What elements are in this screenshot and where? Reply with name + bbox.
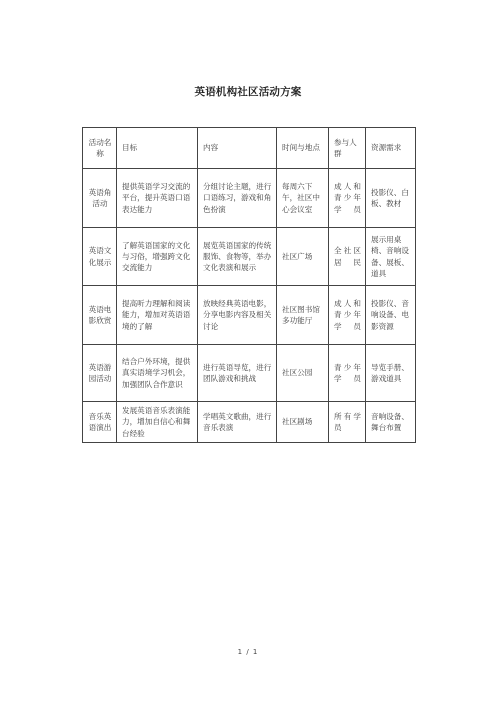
table-row	[83, 169, 416, 228]
table-header-row	[83, 128, 416, 169]
content-cell: 分组讨论主题，进行口语练习，游戏和角色扮演	[198, 169, 277, 228]
resources-cell: 投影仪、白板、教材	[366, 169, 416, 228]
time-place-cell: 社区图书馆多功能厅	[277, 286, 329, 345]
header-resources: 资源需求	[366, 128, 416, 169]
time-place-cell: 每周六下午，社区中心会议室	[277, 169, 329, 228]
header-content: 内容	[198, 128, 277, 169]
resources-cell: 投影仪、音响设备、电影资源	[366, 286, 416, 345]
time-place-cell: 社区公园	[277, 345, 329, 402]
activity-name-cell: 音乐英语演出	[83, 402, 117, 443]
table-row	[83, 228, 416, 286]
content-cell: 学唱英文歌曲，进行音乐表演	[198, 402, 277, 443]
table-row	[83, 345, 416, 402]
participants-cell: 成人和青少年学员	[329, 286, 366, 345]
activity-name-cell: 英语电影欣赏	[83, 286, 117, 345]
goal-cell: 了解英语国家的文化与习俗，增强跨文化交流能力	[117, 228, 198, 286]
participants-cell: 全社区居民	[329, 228, 366, 286]
content-cell: 进行英语导览，进行团队游戏和挑战	[198, 345, 277, 402]
participants-cell: 成人和青少年学员	[329, 169, 366, 228]
resources-cell: 导览手册、游戏道具	[366, 345, 416, 402]
activity-name-cell: 英语游园活动	[83, 345, 117, 402]
participants-cell: 所有学员	[329, 402, 366, 443]
resources-cell: 展示用桌椅、音响设备、展板、道具	[366, 228, 416, 286]
resources-cell: 音响设备、舞台布置	[366, 402, 416, 443]
goal-cell: 结合户外环境，提供真实语境学习机会，加强团队合作意识	[117, 345, 198, 402]
page-number: 1 / 1	[237, 648, 259, 656]
document-title: 英语机构社区活动方案	[194, 86, 302, 98]
goal-cell: 发展英语音乐表演能力，增加自信心和舞台经验	[117, 402, 198, 443]
content-cell: 放映经典英语电影，分享电影内容及相关讨论	[198, 286, 277, 345]
goal-cell: 提供英语学习交流的平台，提升英语口语表达能力	[117, 169, 198, 228]
goal-cell: 提高听力理解和阅读能力，增加对英语语境的了解	[117, 286, 198, 345]
header-participants: 参与人群	[329, 128, 366, 169]
activity-name-cell: 英语文化展示	[83, 228, 117, 286]
table-row	[83, 286, 416, 345]
time-place-cell: 社区广场	[277, 228, 329, 286]
header-goal: 目标	[117, 128, 198, 169]
table-row	[83, 402, 416, 443]
content-cell: 展览英语国家的传统服饰、食物等，举办文化表演和展示	[198, 228, 277, 286]
time-place-cell: 社区剧场	[277, 402, 329, 443]
participants-cell: 青少年学员	[329, 345, 366, 402]
activity-plan-table	[82, 127, 416, 443]
header-time-place: 时间与地点	[277, 128, 329, 169]
header-activity-name: 活动名称	[83, 128, 117, 169]
activity-name-cell: 英语角活动	[83, 169, 117, 228]
